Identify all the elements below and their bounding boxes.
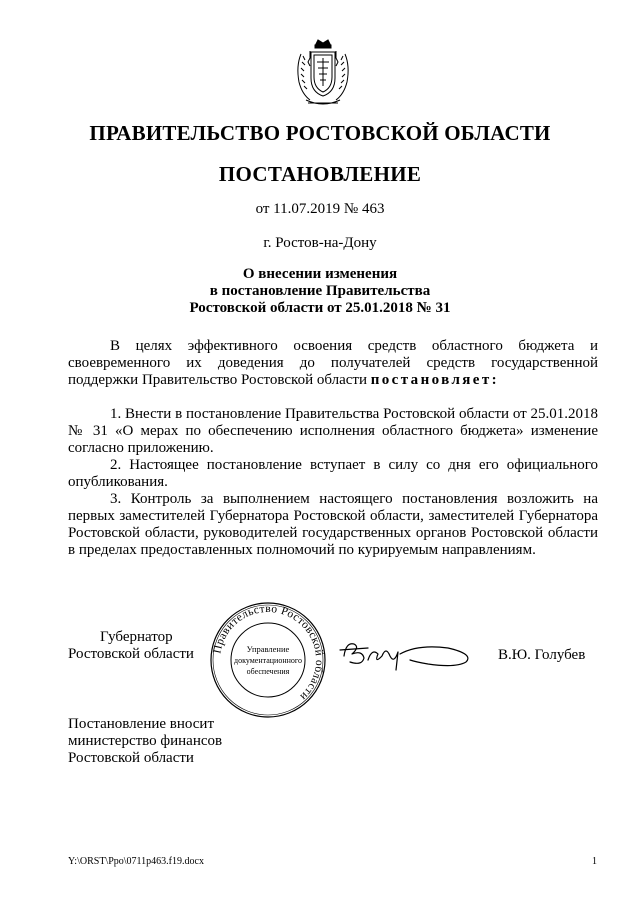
position-line: Ростовской области — [68, 646, 194, 662]
stamp-ring-text: Правительство Ростовской области — [211, 602, 326, 703]
submitter-note — [68, 716, 318, 767]
paragraph-spacer — [68, 389, 598, 406]
document-number: 463 — [361, 201, 385, 217]
document-body — [68, 338, 598, 559]
document-type: ПОСТАНОВЛЕНИЕ — [218, 162, 422, 186]
submitter-line: Постановление вносит — [68, 716, 215, 732]
resolution-item: 2. Настоящее постановление вступает в силу со дня его официального опубликования. — [68, 457, 598, 490]
subject-line: Ростовской области от 25.01.2018 № 31 — [189, 300, 451, 316]
document-date-number — [0, 201, 640, 218]
position-line: Губернатор — [100, 629, 173, 645]
organization-title: ПРАВИТЕЛЬСТВО РОСТОВСКОЙ ОБЛАСТИ — [89, 121, 551, 145]
resolution-verb: постановляет: — [370, 372, 500, 388]
resolution-item: 1. Внести в постановление Правительства Ростовской области от 25.01.2018 № 31 «О мерах по обеспечению исполнения областного бюджета» изменение согласно приложению. — [68, 406, 598, 456]
handwritten-signature — [338, 630, 478, 676]
stamp-inner-text: документационного — [234, 656, 302, 665]
number-sign: № — [343, 201, 359, 217]
page-number: 1 — [592, 856, 597, 867]
submitter-line: министерство финансов — [68, 733, 223, 749]
preamble-paragraph — [68, 338, 598, 389]
footer-file-path: Y:\ORST\Ppo\0711p463.f19.docx — [68, 856, 204, 867]
document-date: 11.07.2019 — [273, 201, 341, 217]
official-stamp-icon — [208, 600, 328, 720]
resolution-item: 3. Контроль за выполнением настоящего постановления возложить на первых заместителей Губернатора Ростовской области, заместителей Губернатора Ростовской области, руководителей государственных органов Ростовской области в пределах предоставленных полномочий по курируемым направлениям. — [68, 491, 598, 558]
document-subject — [0, 266, 640, 317]
subject-line: О внесении изменения — [242, 266, 398, 282]
signatory-name: В.Ю. Голубев — [498, 647, 586, 663]
stamp-inner-text: Управление — [246, 644, 290, 654]
subject-line: в постановление Правительства — [209, 283, 431, 299]
signatory-position — [68, 629, 228, 663]
preamble-text: В целях эффективного освоения средств областного бюджета и своевременного их доведения до получателей средств государственной поддержки Правительство Ростовской области — [68, 338, 598, 388]
coat-of-arms-icon — [294, 38, 352, 110]
stamp-inner-text: обеспечения — [246, 667, 290, 676]
submitter-line: Ростовской области — [68, 750, 194, 766]
document-city: г. Ростов-на-Дону — [263, 235, 377, 251]
date-prefix: от — [255, 201, 270, 217]
